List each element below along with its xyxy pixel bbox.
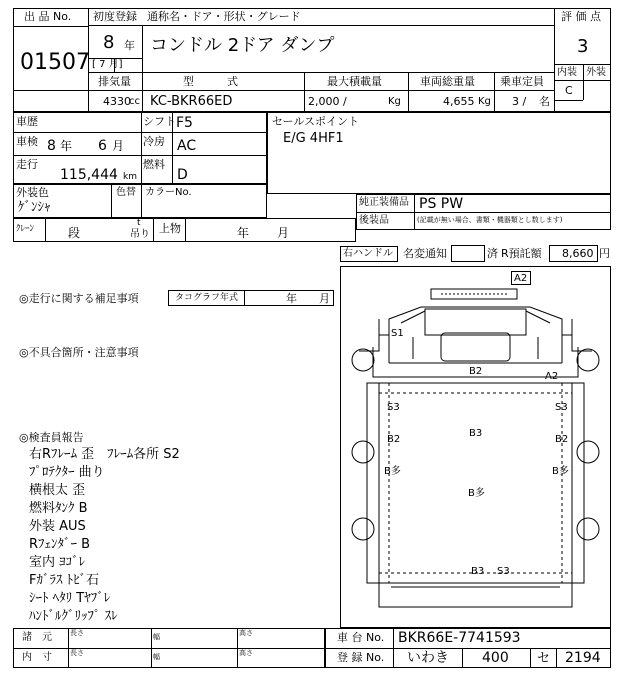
registration-number: 2194 (565, 650, 601, 666)
registration-class: 400 (482, 650, 509, 666)
color-value: ｹﾞﾝｼｬ (18, 200, 51, 215)
gross-weight-unit: Kg (478, 96, 491, 107)
damage-mark: S3 (387, 402, 400, 413)
inspection-month-unit: 月 (112, 139, 125, 153)
fuel-value: D (177, 167, 188, 183)
rear-right-wheel-1 (577, 441, 599, 463)
report-line: ﾌﾟﾛﾃｸﾀｰ 曲り (29, 465, 105, 480)
driving-notes-label: ◎走行に関する補足事項 (19, 292, 139, 305)
overall-grade: 3 (577, 36, 589, 57)
registration-kana: セ (537, 651, 551, 666)
damage-mark: S3 (497, 566, 510, 577)
damage-mark: S1 (391, 328, 404, 339)
name-change-label: 名変通知 (403, 247, 447, 260)
windshield (425, 309, 526, 335)
crane-stage-unit: 段 (68, 226, 81, 240)
shift-value: F5 (176, 115, 193, 131)
exterior-label: 外装 (586, 67, 606, 78)
options-label: 純正装備品 (359, 197, 409, 208)
truck-diagram (340, 266, 611, 628)
defects-label: ◎不具合箇所・注意事項 (19, 346, 139, 359)
report-line: ﾊﾝﾄﾞﾙｸﾞﾘｯﾌﾟ ｽﾚ (29, 609, 118, 624)
inspector-label: ◎検査員報告 (19, 431, 84, 444)
report-line: ｼｰﾄ ﾍﾀﾘ Tﾔﾌﾞﾚ (29, 591, 111, 606)
first-reg-year: 8 (103, 32, 115, 53)
damage-mark: B2 (469, 366, 483, 377)
length-label: 長さ (70, 649, 84, 657)
recycle-fee-unit: 円 (599, 247, 610, 260)
inspection-label: 車検 (16, 135, 38, 148)
model-label: 型 式 (183, 75, 238, 88)
ac-label: 冷房 (143, 135, 165, 148)
damage-mark: A2 (545, 371, 559, 382)
crane-hook-label: 吊り (130, 229, 150, 240)
dump-bed (379, 383, 572, 583)
fuel-label: 燃料 (143, 158, 165, 171)
interior-grade: C (565, 84, 573, 97)
chassis-number: BKR66E-7741593 (398, 630, 521, 646)
max-load-value: 2,000 / (308, 95, 347, 108)
length-label: 長さ (70, 629, 84, 637)
capacity-label: 乗車定員 (500, 75, 544, 88)
first-reg-label: 初度登録 (93, 10, 137, 23)
damage-mark: A2 (514, 273, 528, 284)
damage-mark: B3 (471, 566, 485, 577)
gross-weight-value: 4,655 (443, 95, 475, 108)
color-change-label: 色替 (116, 187, 136, 198)
interior-label: 内装 (557, 67, 577, 78)
rear-right-wheel-2 (577, 518, 599, 540)
name-change-box (451, 245, 485, 262)
grade-label: 評 価 点 (561, 10, 601, 23)
inspection-year-unit: 年 (60, 139, 73, 153)
steering-value: 右ハンドル (343, 248, 393, 259)
displacement-value: 4330 (103, 95, 131, 108)
capacity-unit: 名 (539, 95, 550, 108)
color-code-label: カラーNo. (145, 187, 192, 198)
tacho-month-unit: 月 (319, 292, 330, 305)
options-value: PS PW (419, 196, 464, 212)
damage-mark: B2 (555, 434, 569, 445)
shift-label: シフト (143, 115, 176, 128)
report-line: Fｶﾞﾗｽ ﾄﾋﾞ石 (29, 573, 100, 588)
rear-left-wheel-2 (352, 518, 374, 540)
registration-label: 登 録 No. (337, 651, 385, 664)
history-label: 車歴 (16, 115, 38, 128)
damage-mark: B多 (468, 488, 485, 499)
damage-mark: B多 (384, 466, 401, 477)
displacement-unit: cc (129, 96, 140, 107)
mount-month-unit: 月 (277, 226, 290, 240)
mount-year-unit: 年 (237, 226, 250, 240)
mount-label: 上物 (159, 222, 181, 235)
recycle-fee-label: R預託額 (501, 247, 542, 260)
lot-no-label: 出 品 No. (24, 10, 72, 23)
rear-left-wheel-1 (352, 441, 374, 463)
tacho-year-unit: 年 (286, 292, 297, 305)
report-line: 横根太 歪 (29, 483, 86, 498)
inspection-month: 6 (98, 138, 107, 154)
damage-mark: B多 (552, 466, 569, 477)
aftermarket-note: (記載が無い場合、書類・機器類とし数します) (417, 216, 563, 224)
width-label: 幅 (153, 653, 160, 661)
height-label: 高さ (239, 649, 253, 657)
report-line: 外装 AUS (29, 519, 86, 534)
vehicle-name-label: 通称名・ドア・形状・グレード (147, 10, 301, 23)
damage-mark: S3 (555, 402, 568, 413)
height-label: 高さ (239, 629, 253, 637)
max-load-label: 最大積載量 (327, 75, 382, 88)
sales-point-label: セールスポイント (272, 115, 360, 128)
ac-value: AC (177, 138, 197, 154)
max-load-unit: Kg (388, 96, 401, 107)
capacity-value: 3 / (512, 95, 527, 108)
chassis-label: 車 台 No. (337, 631, 385, 644)
gross-weight-label: 車両総重量 (420, 75, 475, 88)
recycle-fee-value: 8,660 (562, 247, 594, 260)
displacement-label: 排気量 (98, 75, 131, 88)
lot-number: 01507 (20, 50, 90, 75)
color-row (13, 184, 267, 218)
inspection-year: 8 (47, 138, 56, 154)
report-line: Rﾌｪﾝﾀﾞｰ B (29, 537, 91, 552)
damage-mark: B3 (469, 428, 483, 439)
mileage-unit: km (123, 172, 137, 182)
first-reg-year-unit: 年 (124, 39, 135, 52)
first-reg-month: [ 7 月] (92, 59, 123, 70)
color-label: 外装色 (16, 186, 49, 199)
report-line: 燃料ﾀﾝｸ B (29, 501, 88, 516)
registration-area: いわき (407, 650, 449, 666)
report-line: 室内 ﾖｺﾞﾚ (29, 555, 86, 570)
report-line: 右Rﾌﾚｰﾑ 歪 ﾌﾚｰﾑ各所 S2 (29, 447, 180, 462)
inner-dims-label: 内 寸 (22, 652, 52, 663)
dims-label: 諸 元 (22, 632, 52, 643)
cab-top (379, 307, 572, 335)
vehicle-name: コンドル 2ドア ダンプ (150, 35, 335, 56)
tacho-label: タコグラフ年式 (175, 293, 239, 303)
model-code: KC-BKR66ED (150, 94, 233, 109)
crane-label: ｸﾚｰﾝ (16, 224, 35, 234)
aftermarket-label: 後装品 (359, 215, 389, 226)
sales-point-text: E/G 4HF1 (283, 131, 344, 146)
mileage-label: 走行 (16, 158, 38, 171)
crane-ton-unit: t (137, 218, 141, 228)
mileage-value: 115,444 (60, 167, 118, 183)
front-left-wheel (352, 349, 374, 371)
recycle-done-label: 済 (487, 247, 498, 260)
front-right-wheel (577, 349, 599, 371)
width-label: 幅 (153, 633, 160, 641)
damage-mark: B2 (387, 434, 401, 445)
